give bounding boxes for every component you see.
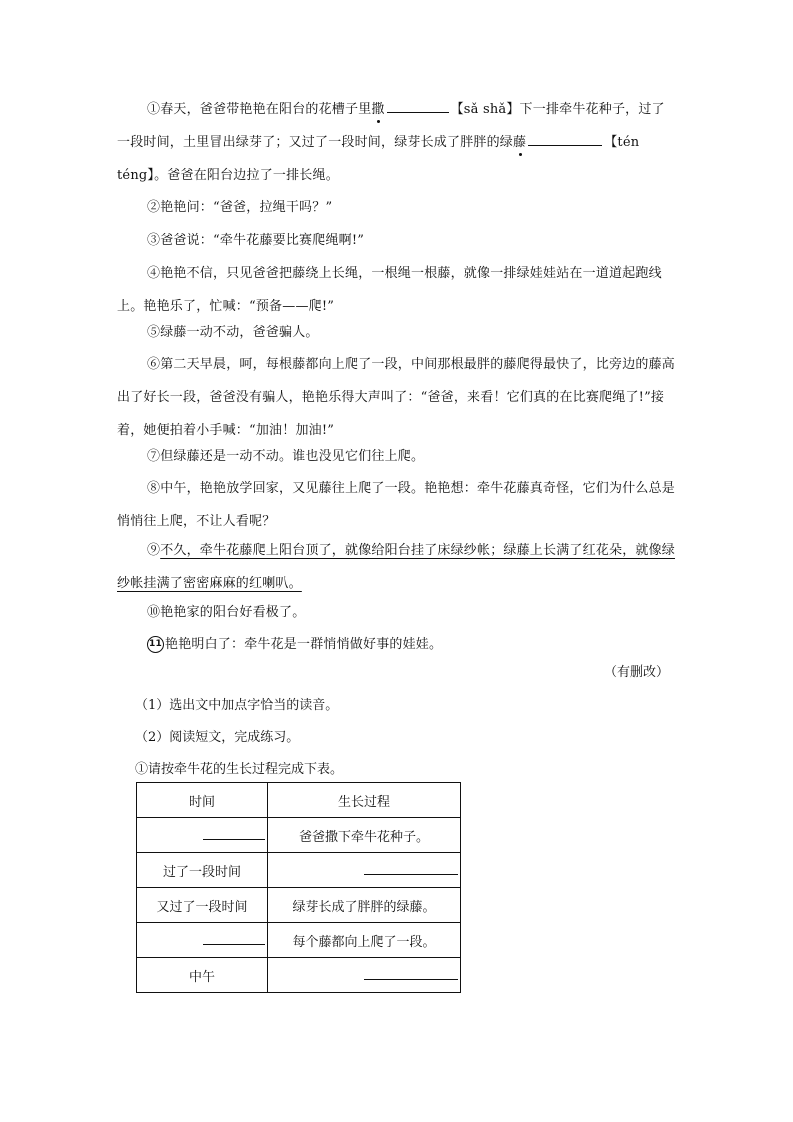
growth-table [136,782,461,993]
table-cell-time[interactable] [137,818,268,853]
question-1: （1）选出文中加点字恰当的读音。 [135,698,339,713]
paragraph-6: ⑥第二天早晨，呵，每根藤都向上爬了一段，中间那根最胖的藤爬得最快了，比旁边的藤高出了好长一段，爸爸没有骗人，艳艳乐得大声叫了：“爸爸，来看！它们真的在比赛爬绳了!”接着，她便拍着小手喊：“加油！加油!” [117,357,676,438]
paragraph-11-text: 艳艳明白了：牵牛花是一群悄悄做好事的娃娃。 [165,637,443,652]
table-cell-process: 绿芽长成了胖胖的绿藤。 [267,888,460,923]
answer-blank-teng[interactable] [528,131,602,146]
table-cell-time: 又过了一段时间 [137,888,268,923]
table-cell-time: 过了一段时间 [137,853,268,888]
table-cell-process: 爸爸撒下牵牛花种子。 [267,818,460,853]
table-row [137,818,461,853]
paragraph-1-text-c: 【tén téng】。爸爸在阳台边拉了一排长绳。 [117,135,640,183]
paragraph-1-text-b: 【sǎ shǎ】下一排牵牛花种子，过了一段时间，土里冒出绿芽了；又过了一段时间，绿芽长成了胖胖的绿 [117,102,665,150]
source-note: （有删改） [603,665,669,680]
paragraph-1-text-a: ①春天，爸爸带艳艳在阳台的花槽子里 [147,102,372,117]
paragraph-1 [117,93,677,192]
question-2: （2）阅读短文，完成练习。 [135,730,300,745]
circled-number-11: 11 [147,636,164,653]
table-row [137,853,461,888]
table-cell-process[interactable] [267,853,460,888]
table-cell-process: 每个藤都向上爬了一段。 [267,923,460,958]
paragraph-4: ④艳艳不信，只见爸爸把藤绕上长绳，一根绳一根藤，就像一排绿娃娃站在一道道起跑线上。艳艳乐了，忙喊：“预备——爬!” [117,266,662,314]
paragraph-8: ⑧中午，艳艳放学回家，又见藤往上爬了一段。艳艳想：牵牛花藤真奇怪，它们为什么总是悄悄往上爬，不让人看呢？ [117,481,676,529]
answer-blank[interactable] [203,827,265,840]
table-header-time: 时间 [137,783,268,818]
table-cell-process[interactable] [267,958,460,993]
paragraph-11 [117,628,677,661]
paragraph-9-number: ⑨ [147,543,161,558]
paragraph-9 [117,534,677,600]
answer-blank[interactable] [203,932,265,945]
paragraph-7: ⑦但绿藤还是一动不动。谁也没见它们往上爬。 [147,449,425,464]
table-row [137,923,461,958]
question-2-sub-1: ①请按牵牛花的生长过程完成下表。 [135,762,344,777]
paragraph-9-underlined-text: 不久，牵牛花藤爬上阳台顶了，就像给阳台挂了床绿纱帐；绿藤上长满了红花朵，就像绿纱帐挂满了密密麻麻的红喇叭。 [117,543,676,591]
table-header-process: 生长过程 [267,783,460,818]
paragraph-10: ⑩艳艳家的阳台好看极了。 [147,605,306,620]
paragraph-2: ②艳艳问：“爸爸，拉绳干吗？” [147,200,333,215]
table-row [137,888,461,923]
answer-blank[interactable] [364,862,458,875]
table-row [137,958,461,993]
table-cell-time[interactable] [137,923,268,958]
dotted-char-teng: 藤 [513,135,527,150]
paragraph-5: ⑤绿藤一动不动，爸爸骗人。 [147,325,319,340]
table-cell-time: 中午 [137,958,268,993]
dotted-char-sa: 撒 [371,102,385,117]
table-header-row [137,783,461,818]
paragraph-3: ③爸爸说：“牵牛花藤要比赛爬绳啊!” [147,233,365,248]
answer-blank[interactable] [364,967,458,980]
answer-blank-sa[interactable] [387,98,449,113]
